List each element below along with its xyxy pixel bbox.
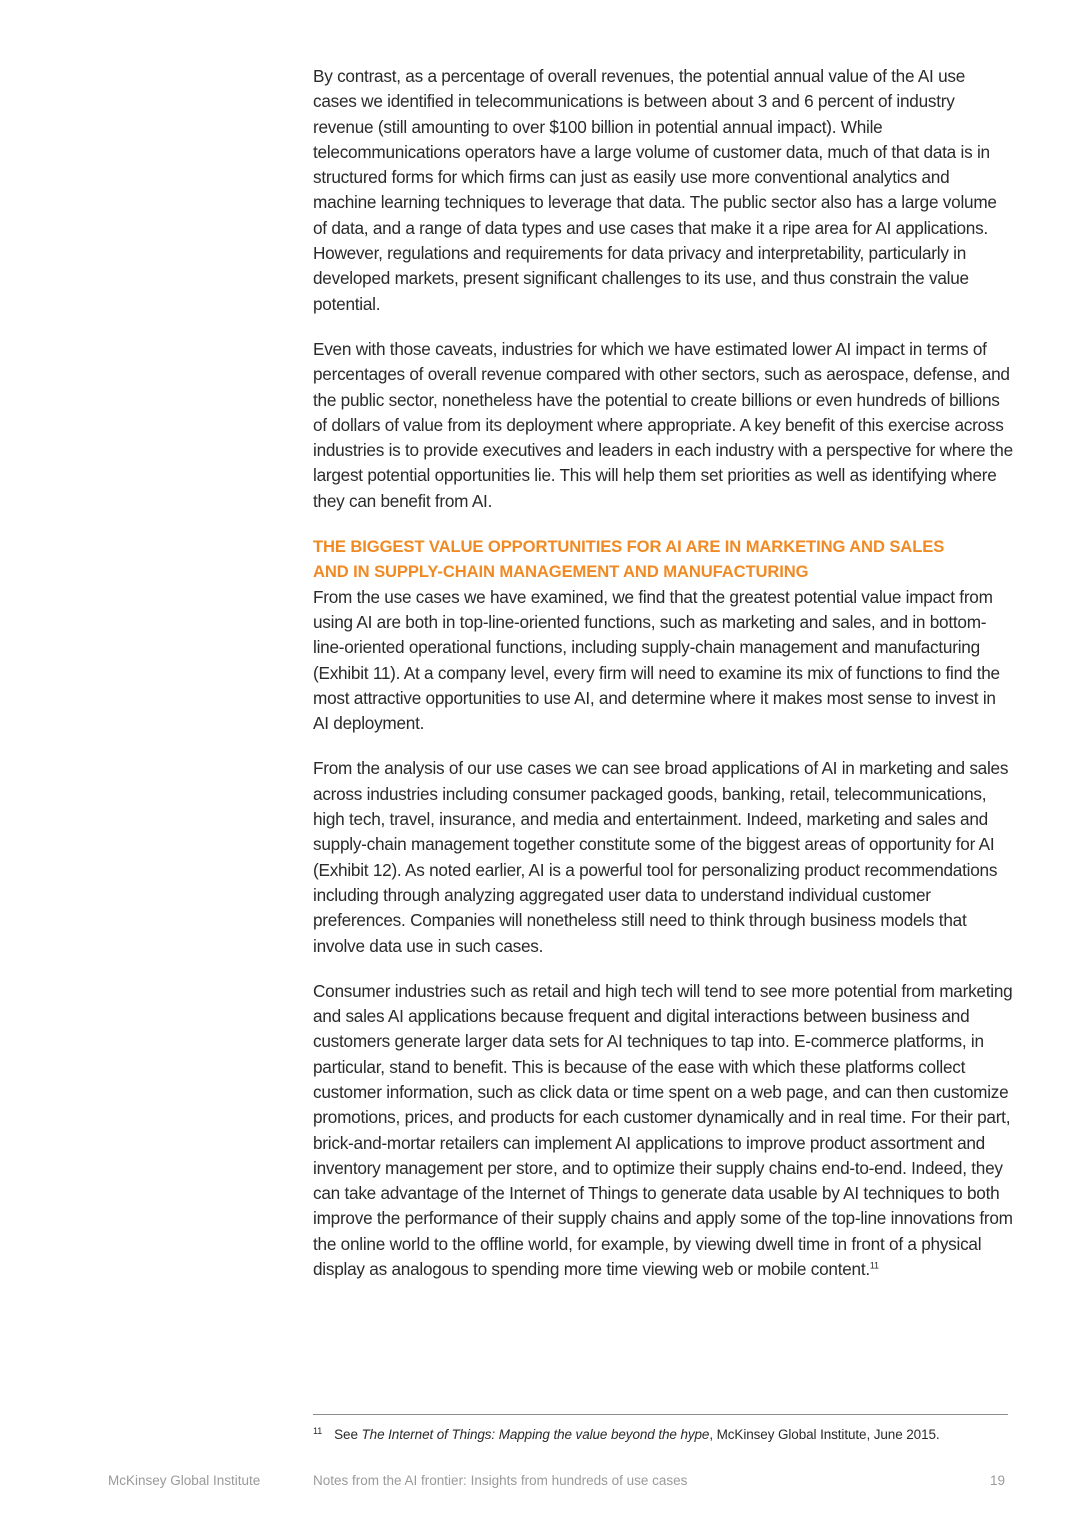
paragraph-consumer-industries-text: Consumer industries such as retail and high tech will tend to see more potential from marketing and sales AI applications because frequent and digital interactions between business and customers generate larger data sets for AI techniques to tap into. E-commerce platforms, in particular, stand to benefit. This is because of the ease with which these platforms collect customer information, such as click data or time spent on a web page, and can then customize promotions, prices, and products for each customer dynamically and in real time. For their part, brick-and-mortar retailers can implement AI applications to improve product assortment and inventory management per store, and to optimize their supply chains end-to-end. Indeed, they can take advantage of the Internet of Things to generate data usable by AI techniques to both improve the performance of their supply chains and apply some of the top-line innovations from the online world to the offline world, for example, by viewing dwell time in front of a physical display as analogous to spending more time viewing web or mobile content. bbox=[313, 980, 1013, 1280]
paragraph-use-cases-functions: From the use cases we have examined, we find that the greatest potential value impact from using AI are both in top-line-oriented functions, such as marketing and sales, and in bottom-line-oriented operational functions, including supply-chain management and manufacturing (Exhibit 11). At a company level, every firm will need to examine its mix of functions to find the most attractive opportunities to use AI, and determine where it makes most sense to invest in AI deployment. bbox=[313, 586, 1000, 734]
section-heading bbox=[313, 534, 1013, 585]
footnote-number: 11 bbox=[313, 1425, 323, 1436]
footer-report-title: Notes from the AI frontier: Insights from hundreds of use cases bbox=[313, 1473, 688, 1488]
footnote-divider bbox=[313, 1414, 1008, 1415]
section-heading-line-1: THE BIGGEST VALUE OPPORTUNITIES FOR AI ARE IN MARKETING AND SALES bbox=[313, 537, 945, 557]
footnote-prefix: See bbox=[334, 1427, 362, 1442]
paragraph-caveats: Even with those caveats, industries for which we have estimated lower AI impact in terms of percentages of overall revenue compared with other sectors, such as aerospace, defense, and the public sector, nonetheless have the potential to create billions or even hundreds of billions of dollars of value from its deployment where appropriate. A key benefit of this exercise across industries is to provide executives and leaders in each industry with a perspective for where the largest potential opportunities lie. This will help them set priorities as well as identifying where they can benefit from AI. bbox=[313, 338, 1013, 511]
footer-organization: McKinsey Global Institute bbox=[108, 1473, 261, 1488]
main-text-column bbox=[313, 64, 1013, 1302]
paragraph-consumer-industries bbox=[313, 979, 1013, 1283]
footnote-suffix: , McKinsey Global Institute, June 2015. bbox=[709, 1427, 940, 1442]
footnote-cited-title: The Internet of Things: Mapping the value beyond the hype bbox=[361, 1427, 710, 1442]
paragraph-telecom-public-sector: By contrast, as a percentage of overall revenues, the potential annual value of the AI use cases we identified in telecommunications is between about 3 and 6 percent of industry revenue (still amounting to over $100 billion in potential annual impact). While telecommunications operators have a large volume of customer data, much of that data is in structured forms for which firms can just as easily use more conventional analytics and machine learning techniques to leverage that data. The public sector also has a large volume of data, and a range of data types and use cases that make it a ripe area for AI applications. However, regulations and requirements for data privacy and interpretability, particularly in developed markets, present significant challenges to its use, and thus constrain the value potential. bbox=[313, 66, 997, 314]
footnote-11 bbox=[313, 1425, 1013, 1445]
paragraph-marketing-sales: From the analysis of our use cases we can see broad applications of AI in marketing and sales across industries including consumer packaged goods, banking, retail, telecommunications, high tech, travel, insurance, and media and entertainment. Indeed, marketing and sales and supply-chain management together constitute some of the biggest areas of opportunity for AI (Exhibit 12). As noted earlier, AI is a powerful tool for personalizing product recommendations including through analyzing aggregated user data to understand individual customer preferences. Companies will nonetheless still need to think through business models that involve data use in such cases. bbox=[313, 758, 1009, 956]
page-number: 19 bbox=[990, 1473, 1006, 1488]
section-heading-line-2: AND IN SUPPLY-CHAIN MANAGEMENT AND MANUFACTURING bbox=[313, 562, 809, 582]
footnote-reference-11[interactable]: 11 bbox=[869, 1260, 879, 1271]
